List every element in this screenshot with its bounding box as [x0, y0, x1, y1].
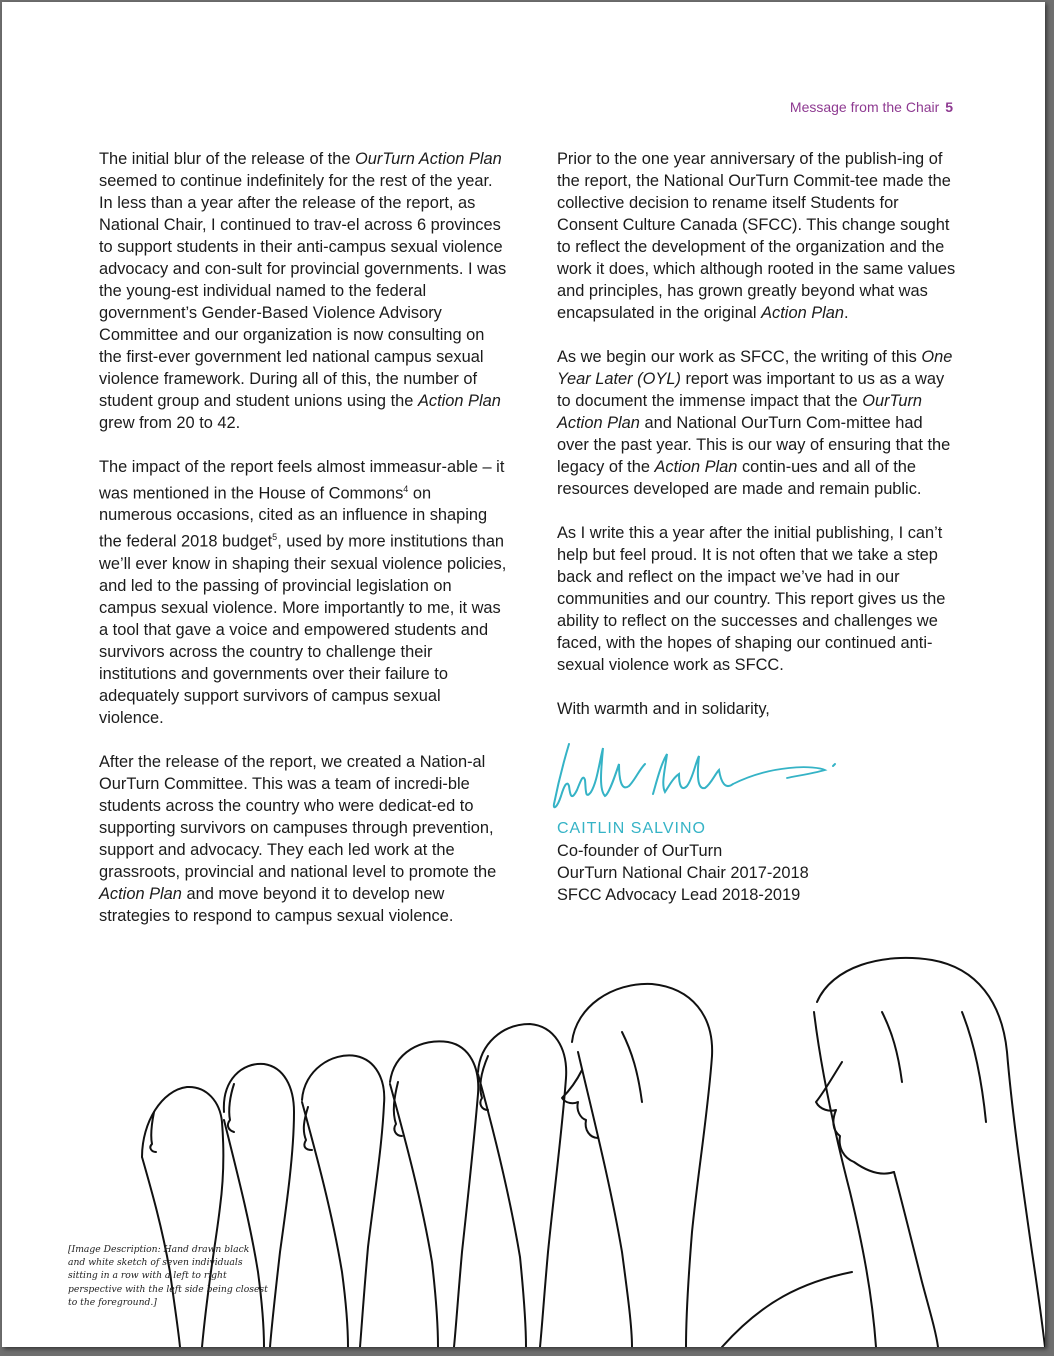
paragraph: As we begin our work as SFCC, the writing of this One Year Later (OYL) report was important to us as a way to document the immense impact that the OurTurn Action Plan and National OurTurn Com-mittee had over the past year. This is our way of ensuring that the legacy of the Action Plan contin-ues and all of the resources developed are made and remain public.: [557, 348, 953, 498]
paragraph: The initial blur of the release of the OurTurn Action Plan seemed to continue indefinitely for the rest of the year. In less than a year after the release of the report, as National Chair, I continued to trav-el across 6 provinces to support students in their anti-campus sexual violence advocacy and con-sult for provincial governments. I was the young-est individual named to the federal government’s Gender-Based Violence Advisory Committee and our organization is now consulting on the first-ever government led national campus sexual violence framework. During all of this, the number of student group and student unions using the Action Plan grew from 20 to 42.: [99, 150, 507, 432]
paragraph: The impact of the report feels almost immeasur-able – it was mentioned in the House of Commons$^4$ on numerous occasions, cited as an influence in shaping the federal 2018 budget$^5$, used by more institutions than we’ll ever know in shaping their sexual violence policies, and led to the passing of provincial legislation on campus sexual violence. More importantly to me, it was a tool that gave a voice and empowered students and survivors across the country to challenge their institutions and governments over their failure to adequately support survivors of campus sexual violence.: [99, 458, 507, 727]
signature-image: [549, 734, 849, 814]
signer-name: CAITLIN SALVINO: [557, 820, 706, 837]
document-page: [2, 2, 1045, 1347]
signer-role: SFCC Advocacy Lead 2018-2019: [557, 886, 801, 904]
paragraph: As I write this a year after the initial publishing, I can’t help but feel proud. It is not often that we take a step back and reflect on the impact we’ve had in our communities and our country. This report gives us the ability to reflect on the successes and challenges we faced, with the hopes of shaping our continued anti-sexual violence work as SFCC.: [557, 524, 946, 674]
signer-role: OurTurn National Chair 2017-2018: [557, 864, 809, 882]
image-description-caption: [Image Description: Hand drawn black and white sketch of seven individuals sitting in a row with a left to right perspective with the left side being closest to the foreground.]: [68, 1244, 268, 1308]
paragraph: Prior to the one year anniversary of the publish-ing of the report, the National OurTurn Commit-tee made the collective decision to rename itself Students for Consent Culture Canada (SFCC). This change sought to reflect the development of the organization and the work it does, which although rooted in the same values and principles, has grown greatly beyond what was encapsulated in the original Action Plan.: [557, 150, 956, 322]
signer-role: Co-founder of OurTurn: [557, 842, 723, 860]
paragraph: After the release of the report, we created a Nation-al OurTurn Committee. This was a team of incredi-ble students across the country who were dedicat-ed to supporting survivors on campuses through prevention, support and advocacy. They each led work at the grassroots, provincial and national level to promote the Action Plan and move beyond it to develop new strategies to respond to campus sexual violence.: [99, 752, 497, 925]
section-title: Message from the Chair: [789, 99, 940, 115]
page-number: 5: [945, 99, 953, 115]
left-column: [99, 148, 507, 949]
closing-line: With warmth and in solidarity,: [557, 700, 770, 718]
right-column: [557, 148, 957, 906]
footnote-ref[interactable]: 4: [403, 484, 409, 494]
footnote-ref[interactable]: 5: [272, 532, 278, 543]
page-header: [790, 99, 953, 115]
